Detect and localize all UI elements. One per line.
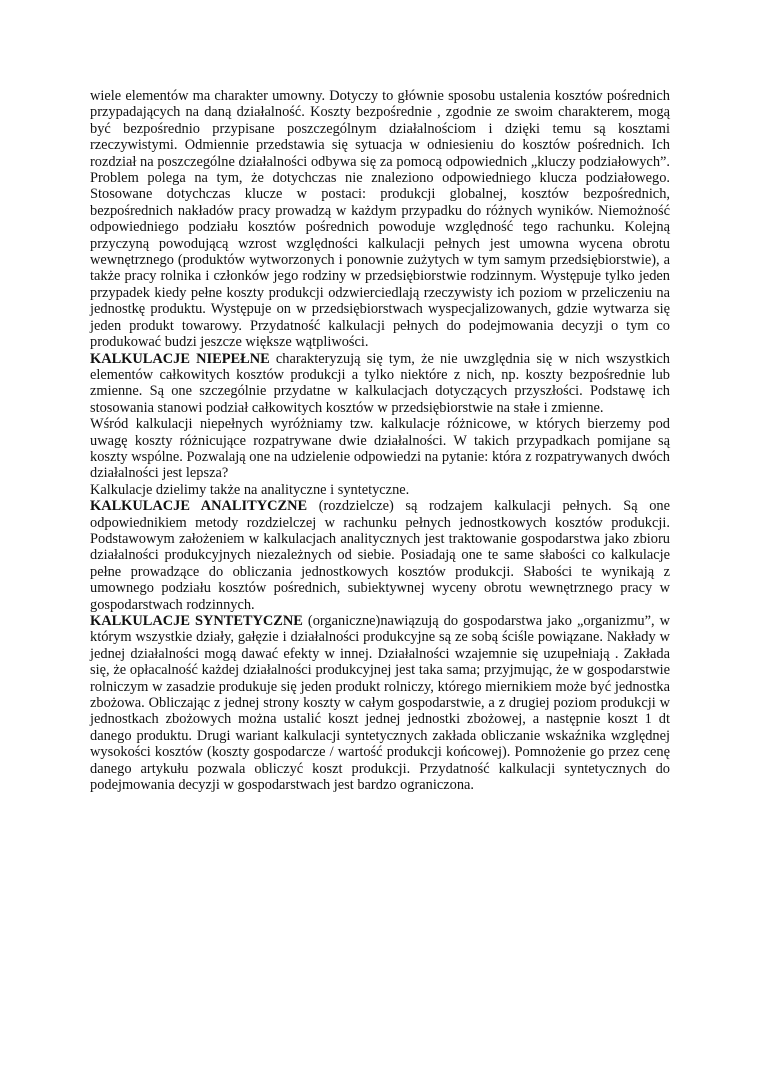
paragraph-text: wiele elementów ma charakter umowny. Dotyczy to głównie sposobu ustalenia kosztów pośrednich przypadających na daną działalność. Koszty bezpośrednie , zgodnie ze swoim charakterem, mogą być bezpośrednio przypisane poszczególnym działalnościom i dzięki temu są kosztami rzeczywistymi. Odmiennie przedstawia się sytuacja w odniesieniu do kosztów pośrednich. Ich rozdział na poszczególne działalności odbywa się za pomocą odpowiednich „kluczy podziałowych”. Problem polega na tym, że dotychczas nie znaleziono odpowiedniego klucza podziałowego. Stosowane dotychczas klucze w postaci: produkcji globalnej, kosztów bezpośrednich, bezpośrednich nakładów pracy prowadzą w każdym przypadku do różnych wyników. Niemożność odpowiedniego podziału kosztów pośrednich powoduje względność tego rachunku. Kolejną przyczyną powodującą wzrost względności kalkulacji pełnych jest umowna wycena obrotu wewnętrznego (produktów wytworzonych i ponownie zużytych w tym samym przedsiębiorstwie), a także pracy rolnika i członków jego rodziny w przedsiębiorstwie rodzinnym. Występuje tylko jeden przypadek kiedy pełne koszty produkcji odzwierciedlają rzeczywisty ich poziom w przeliczeniu na jednostkę produktu. Występuje on w przedsiębiorstwach wyspecjalizowanych, gdzie wytwarza się jeden produkt towarowy. Przydatność kalkulacji pełnych do podejmowania decyzji o tym co produkować budzi jeszcze większe wątpliwości.	[90, 88, 670, 351]
paragraph-analytical-costing	[90, 498, 670, 613]
paragraph-text: Wśród kalkulacji niepełnych wyróżniamy tzw. kalkulacje różnicowe, w których bierzemy pod uwagę koszty różnicujące rozpatrywane dwie działalności. W takich przypadkach pomijane są koszty wspólne. Pozwalają one na udzielenie odpowiedzi na pytanie: która z rozpatrywanych dwóch działalności jest lepsza?	[90, 416, 670, 482]
document-body	[90, 88, 670, 793]
section-heading-synthetic-costing: KALKULACJE SYNTETYCZNE	[90, 613, 303, 629]
paragraph-synthetic-costing	[90, 613, 670, 793]
section-heading-analytical-costing: KALKULACJE ANALITYCZNE	[90, 498, 308, 515]
paragraph-text: (organiczne)nawiązują do gospodarstwa jako „organizmu”, w którym wszystkie działy, gałęzie i działalności produkcyjne są ze sobą ściśle powiązane. Nakłady w jednej działalności mogą dawać efekty w innej. Działalności wzajemnie się uzupełniają . Zakłada się, że opłacalność każdej działalności produkcyjnej jest taka sama; przyjmując, że w gospodarstwie rolniczym w zasadzie produkuje się jeden produkt rolniczy, którego miernikiem może być jednostka zbożowa. Obliczając z jednej strony koszty w całym gospodarstwie, a z drugiej poziom produkcji w jednostkach zbożowych można ustalić koszt jednej jednostki zbożowej, a następnie koszt 1 dt danego produktu. Drugi wariant kalkulacji syntetycznych zakłada obliczanie wskaźnika względnej wysokości kosztów (koszty gospodarcze / wartość produkcji końcowej). Pomnożenie go przez cenę danego artykułu pozwala obliczyć koszt produkcji. Przydatność kalkulacji syntetycznych do podejmowania decyzji w gospodarstwach jest bardzo ograniczona.	[90, 613, 670, 794]
paragraph-differential-costing	[90, 416, 670, 482]
paragraph-classification	[90, 482, 670, 498]
paragraph-text: (rozdzielcze) są rodzajem kalkulacji pełnych. Są one odpowiednikiem metody rozdzielczej w rachunku pełnych jednostkowych kosztów produkcji. Podstawowym założeniem w kalkulacjach analitycznych jest traktowanie gospodarstwa jako zbioru działalności produkcyjnych niezależnych od siebie. Posiadają one te same słabości co kalkulacje pełne prowadzące do obliczania jednostkowych kosztów produkcji. Słabości te wynikają z umownego podziału kosztów pośrednich, subiektywnej wyceny obrotu wewnętrznego pracy w gospodarstwach rodzinnych.	[90, 498, 670, 613]
paragraph-text: charakteryzują się tym, że nie uwzględnia się w nich wszystkich elementów całkowitych kosztów produkcji a tylko niektóre z nich, np. koszty bezpośrednie lub zmienne. Są one szczególnie przydatne w kalkulacjach dotyczących przyszłości. Podstawę ich stosowania stanowi podział całkowitych kosztów w przedsiębiorstwie na stałe i zmienne.	[90, 350, 670, 416]
paragraph-text: Kalkulacje dzielimy także na analityczne i syntetyczne.	[90, 481, 410, 498]
paragraph-full-costing-continuation	[90, 88, 670, 351]
section-heading-partial-costing: KALKULACJE NIEPEŁNE	[90, 350, 270, 367]
paragraph-partial-costing	[90, 351, 670, 417]
